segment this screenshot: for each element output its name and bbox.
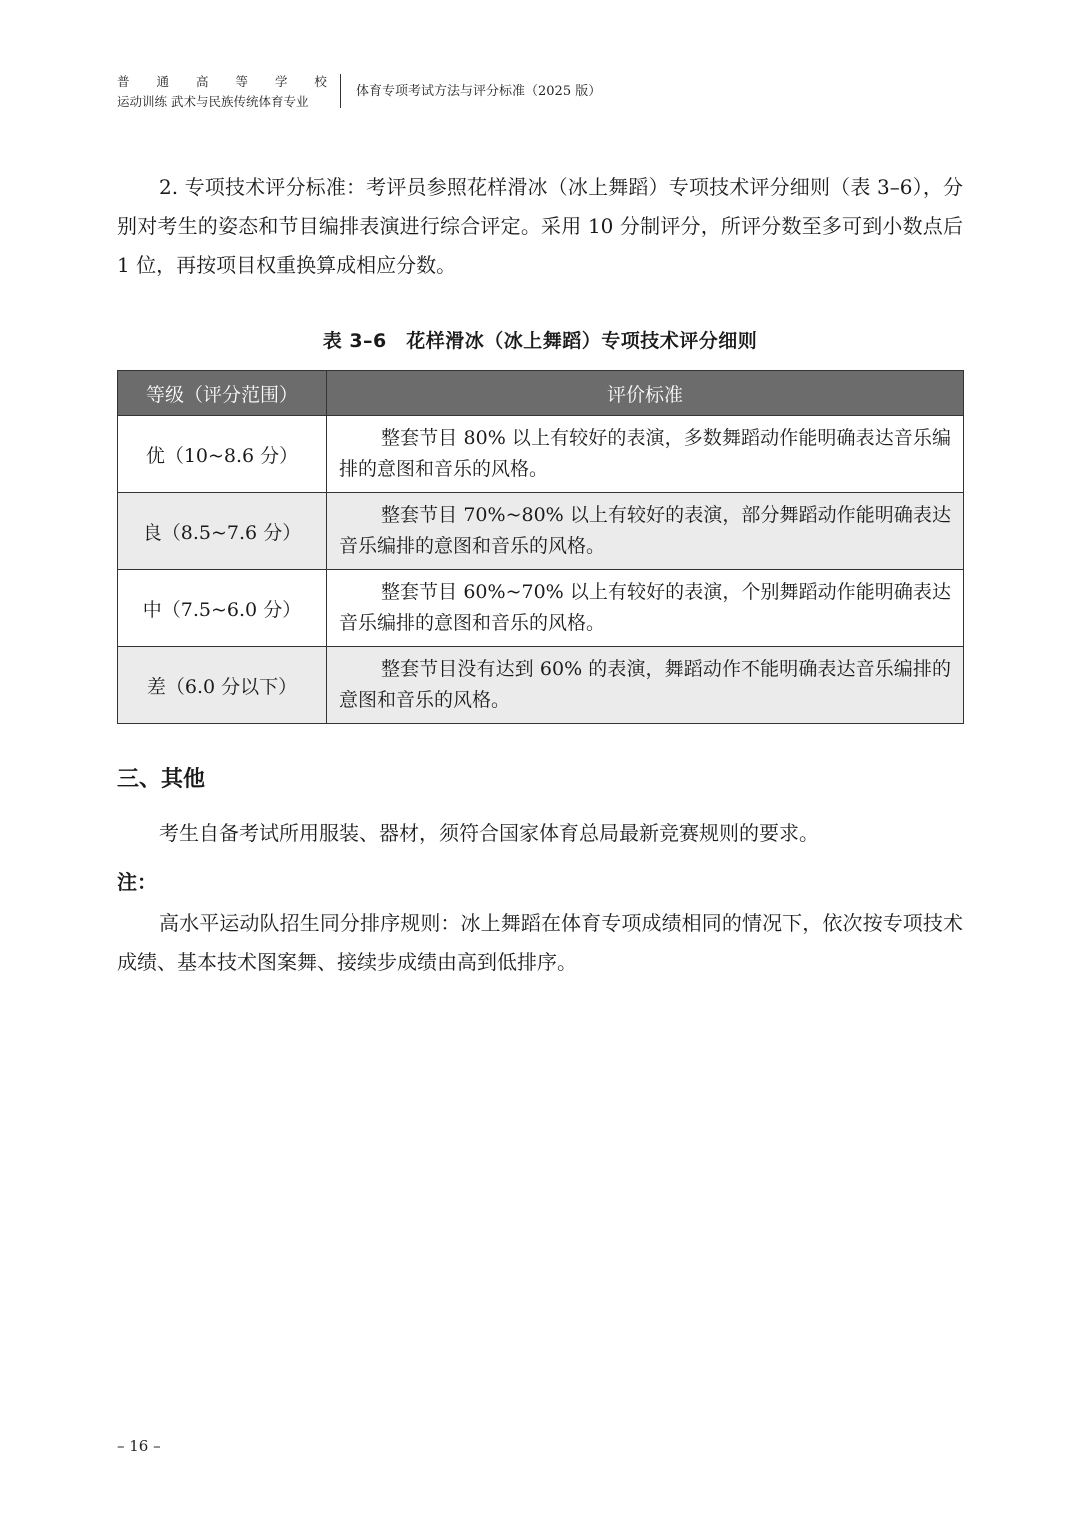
section-title-other: 三、其他 (117, 767, 206, 792)
table-row (118, 570, 964, 647)
criteria-cell: 整套节目 60%~70% 以上有较好的表演，个别舞蹈动作能明确表达音乐编排的意图和音乐的风格。 (327, 570, 964, 647)
paragraph-scoring-standard: 2. 专项技术评分标准：考评员参照花样滑冰（冰上舞蹈）专项技术评分细则（表 3–6），分别对考生的姿态和节目编排表演进行综合评定。采用 10 分制评分，所评分数至多可到小数点后 1 位，再按项目权重换算成相应分数。 (117, 175, 963, 277)
school-char: 等 (235, 74, 248, 89)
criteria-cell: 整套节目没有达到 60% 的表演，舞蹈动作不能明确表达音乐编排的意图和音乐的风格。 (327, 647, 964, 724)
header-subtitle: 运动训练 武术与民族传统体育专业 (117, 94, 309, 109)
level-cell: 优（10~8.6 分） (118, 416, 327, 493)
level-cell: 差（6.0 分以下） (118, 647, 327, 724)
header-criteria: 评价标准 (327, 371, 964, 416)
criteria-cell: 整套节目 70%~80% 以上有较好的表演，部分舞蹈动作能明确表达音乐编排的意图和音乐的风格。 (327, 493, 964, 570)
school-char: 校 (314, 74, 327, 89)
school-char: 普 (117, 74, 130, 89)
table-row (118, 647, 964, 724)
paragraph-equipment: 考生自备考试所用服装、器材，须符合国家体育总局最新竞赛规则的要求。 (159, 821, 819, 845)
level-cell: 良（8.5~7.6 分） (118, 493, 327, 570)
table-header-row (118, 371, 964, 416)
running-header-left (117, 72, 327, 112)
school-char: 通 (156, 74, 169, 89)
school-type-line (117, 72, 327, 92)
table-row (118, 416, 964, 493)
scoring-table (117, 370, 964, 724)
page-number: – 16 – (117, 1437, 161, 1455)
table-caption: 表 3–6 花样滑冰（冰上舞蹈）专项技术评分细则 (322, 330, 758, 352)
level-cell: 中（7.5~6.0 分） (118, 570, 327, 647)
header-doc-title: 体育专项考试方法与评分标准（2025 版） (356, 84, 602, 99)
note-label: 注： (117, 870, 157, 894)
paragraph-tiebreak-rule: 高水平运动队招生同分排序规则：冰上舞蹈在体育专项成绩相同的情况下，依次按专项技术成绩、基本技术图案舞、接续步成绩由高到低排序。 (117, 911, 963, 974)
table-row (118, 493, 964, 570)
header-divider (340, 74, 341, 108)
criteria-cell: 整套节目 80% 以上有较好的表演，多数舞蹈动作能明确表达音乐编排的意图和音乐的风格。 (327, 416, 964, 493)
school-char: 学 (274, 74, 288, 89)
header-level: 等级（评分范围） (118, 371, 327, 416)
school-char: 高 (195, 74, 209, 89)
